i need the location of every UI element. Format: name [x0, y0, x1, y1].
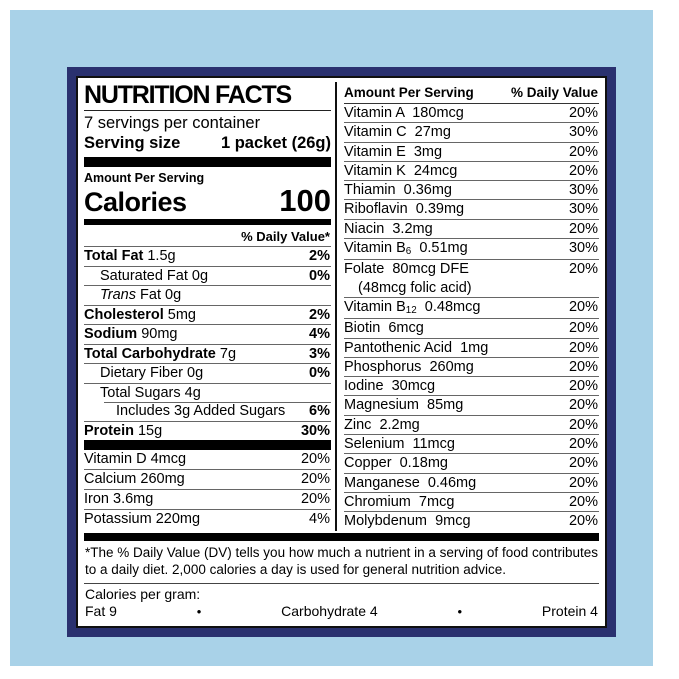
- nutrient-row: [344, 338, 599, 357]
- panel-title: NUTRITION FACTS: [84, 82, 331, 111]
- nutrient-row-line: [344, 454, 599, 472]
- nutrient-name-part: 12: [405, 304, 417, 316]
- nutrient-daily-value: 20%: [568, 358, 598, 375]
- nutrient-daily-value: [330, 286, 331, 305]
- nutrient-row: [344, 219, 599, 238]
- nutrient-daily-value: 4%: [309, 326, 330, 343]
- nutrient-name: [344, 454, 448, 472]
- nutrient-row: [84, 344, 331, 364]
- nutrient-name: [344, 377, 435, 395]
- nutrient-name: [344, 162, 457, 180]
- bottom-thick-bar: [84, 533, 599, 541]
- nutrient-row: [344, 259, 599, 297]
- nutrient-name-part: Pantothenic Acid 1mg: [344, 339, 489, 356]
- nutrient-row-line: [344, 143, 599, 161]
- amount-per-serving-label: Amount Per Serving: [84, 171, 205, 186]
- nutrient-row: [344, 434, 599, 453]
- nutrient-name-part: 0.51mg: [411, 240, 468, 257]
- nutrient-name: Vitamin D 4mcg: [84, 451, 187, 468]
- calories-value: 100: [279, 183, 331, 219]
- nutrient-name-part: Dietary Fiber 0g: [100, 365, 204, 382]
- daily-value-footnote: *The % Daily Value (DV) tells you how much a nutrient in a serving of food contributes to a daily diet. 2,000 calories a day is used for general nutrition advice.: [84, 541, 599, 584]
- nutrient-name-part: Molybdenum 9mcg: [344, 513, 471, 530]
- nutrient-name-part: Cholesterol: [84, 306, 164, 323]
- nutrient-daily-value: 20%: [568, 220, 598, 237]
- nutrient-name-part: Saturated Fat 0g: [100, 267, 209, 284]
- nutrient-name-part: Magnesium 85mg: [344, 397, 464, 414]
- nutrient-name: [100, 286, 181, 305]
- nutrient-name-part: Total Fat: [84, 248, 144, 265]
- nutrient-name-part: Trans: [100, 287, 136, 304]
- nutrient-name: [344, 181, 452, 199]
- nutrient-daily-value: 30%: [568, 201, 598, 218]
- left-column: [84, 82, 331, 531]
- vitamin-row: [84, 469, 331, 489]
- nutrient-row-line: [344, 239, 599, 259]
- nutrient-daily-value: 20%: [300, 451, 330, 468]
- nutrient-name: [344, 416, 420, 434]
- vitamin-row: [84, 450, 331, 469]
- nutrient-daily-value: 0%: [309, 267, 330, 284]
- nutrient-row-line: [344, 474, 599, 492]
- nutrient-row: [84, 383, 331, 403]
- nutrient-daily-value: 2%: [309, 248, 330, 265]
- nutrient-row: [344, 238, 599, 259]
- nutrient-daily-value: 6%: [309, 403, 330, 420]
- nutrient-name-part: 6: [405, 245, 412, 257]
- nutrient-daily-value: 3%: [309, 345, 330, 362]
- nutrient-name: [344, 298, 480, 318]
- nutrient-row: [84, 246, 331, 266]
- nutrient-row-line: [344, 396, 599, 414]
- nutrient-name-part: 15g: [133, 422, 163, 439]
- nutrient-name-part: Phosphorus 260mg: [344, 358, 474, 375]
- serving-size-value: 1 packet (26g): [220, 134, 331, 153]
- nutrient-name-part: 0.48mcg: [416, 298, 481, 315]
- nutrient-row-line: [344, 220, 599, 238]
- nutrient-name-part: Vitamin K 24mcg: [344, 162, 458, 179]
- nutrient-name-part: Riboflavin 0.39mg: [344, 201, 465, 218]
- nutrient-row-line: [344, 162, 599, 180]
- nutrient-name-part: Protein: [84, 422, 134, 439]
- nutrient-daily-value: 20%: [568, 261, 598, 278]
- thick-divider-bar: [84, 440, 331, 450]
- nutrient-name: [344, 220, 433, 238]
- nutrient-name-part: Fat 0g: [136, 287, 182, 304]
- servings-per-container: 7 servings per container: [84, 114, 261, 133]
- nutrient-row: [344, 415, 599, 434]
- daily-value-header: % Daily Value: [510, 85, 598, 100]
- nutrient-row: [344, 199, 599, 218]
- nutrient-name-part: 1.5g: [143, 248, 176, 265]
- right-column-header: [344, 82, 599, 104]
- bullet-separator: •: [457, 603, 463, 619]
- nutrient-name-part: Includes 3g Added Sugars: [116, 403, 286, 420]
- nutrient-name-part: Vitamin B: [344, 298, 406, 315]
- nutrient-name-part: Vitamin B: [344, 240, 406, 257]
- nutrient-name: [344, 260, 469, 278]
- nutrient-name: [84, 306, 196, 325]
- nutrient-daily-value: [330, 384, 331, 403]
- nutrient-name: [84, 247, 176, 266]
- nutrient-row: [84, 285, 331, 305]
- vitamin-row: [84, 489, 331, 509]
- nutrient-daily-value: 20%: [568, 162, 598, 179]
- nutrient-name: [344, 200, 464, 218]
- nutrient-daily-value: 30%: [300, 422, 330, 439]
- nutrient-daily-value: 30%: [568, 240, 598, 257]
- nutrient-row: [344, 318, 599, 337]
- nutrient-name-part: Sodium: [84, 326, 138, 343]
- nutrient-name-part: Total Carbohydrate: [84, 345, 216, 362]
- nutrient-row: [344, 122, 599, 141]
- nutrient-name-part: Total Sugars 4g: [100, 384, 201, 401]
- nutrient-name: [100, 267, 208, 286]
- nutrient-row-line: [344, 435, 599, 453]
- nutrient-name: Iron 3.6mg: [84, 491, 154, 508]
- nutrient-row-line: [344, 123, 599, 141]
- serving-size-row: [84, 133, 331, 157]
- nutrient-daily-value: 20%: [568, 378, 598, 395]
- nutrient-name-part: Niacin 3.2mg: [344, 220, 433, 237]
- nutrient-row: [84, 363, 331, 383]
- nutrient-daily-value: 2%: [309, 306, 330, 323]
- nutrient-name: [100, 364, 203, 383]
- nutrient-row-line: [344, 298, 599, 318]
- nutrient-name-part: Zinc 2.2mg: [344, 416, 420, 433]
- nutrient-name-part: Iodine 30mcg: [344, 378, 436, 395]
- nutrient-daily-value: 20%: [568, 474, 598, 491]
- nutrient-row-line: [344, 377, 599, 395]
- calories-label: Calories: [84, 187, 187, 218]
- nutrient-row-line: [344, 319, 599, 337]
- nutrient-name: [344, 358, 474, 376]
- nutrient-name: [344, 319, 424, 337]
- nutrient-name-part: Copper 0.18mg: [344, 455, 448, 472]
- nutrient-row: [344, 297, 599, 318]
- nutrient-daily-value: 30%: [568, 182, 598, 199]
- daily-value-header: % Daily Value*: [241, 229, 330, 245]
- nutrient-daily-value: 20%: [568, 416, 598, 433]
- nutrient-name: [84, 345, 236, 364]
- nutrient-name: [344, 512, 471, 530]
- nutrient-name: [344, 396, 463, 414]
- nutrient-row-line: [344, 181, 599, 199]
- nutrient-daily-value: 20%: [568, 493, 598, 510]
- nutrient-row: [344, 357, 599, 376]
- serving-size-label: Serving size: [84, 134, 181, 153]
- nutrient-name: [344, 123, 451, 141]
- nutrient-daily-value: 20%: [568, 436, 598, 453]
- columns-container: [84, 82, 599, 531]
- nutrient-name-line2: (48mcg folic acid): [358, 279, 472, 296]
- nutrient-name-part: Selenium 11mcg: [344, 436, 455, 453]
- nutrient-row: [344, 180, 599, 199]
- nutrient-name-part: 7g: [215, 345, 237, 362]
- nutrient-row: [84, 402, 331, 421]
- nutrient-row: [344, 473, 599, 492]
- amount-per-serving-label: Amount Per Serving: [344, 85, 474, 100]
- cpg-carbohydrate: Carbohydrate 4: [281, 602, 378, 619]
- nutrient-daily-value: 20%: [300, 471, 330, 488]
- nutrition-facts-panel: [67, 67, 616, 637]
- nutrient-row: [344, 104, 599, 122]
- nutrient-daily-value: 20%: [568, 455, 598, 472]
- left-nutrient-rows: [84, 246, 331, 440]
- calories-per-gram-row: [84, 603, 599, 621]
- nutrient-row-line: [344, 512, 599, 530]
- thick-divider-bar: [84, 157, 331, 167]
- nutrient-row-line: [344, 493, 599, 511]
- nutrient-daily-value: 20%: [568, 320, 598, 337]
- nutrient-name-part: Manganese 0.46mg: [344, 474, 477, 491]
- nutrient-name: [84, 422, 162, 441]
- nutrient-name: [344, 493, 454, 511]
- nutrient-name-part: Folate 80mcg DFE: [344, 261, 469, 278]
- nutrient-row: [84, 324, 331, 344]
- nutrient-name: Potassium 220mg: [84, 511, 201, 528]
- nutrient-row: [84, 266, 331, 286]
- nutrient-daily-value: 20%: [568, 105, 598, 121]
- nutrient-daily-value: 20%: [568, 397, 598, 414]
- nutrient-name-part: 5mg: [163, 306, 197, 323]
- nutrient-name-part: Chromium 7mcg: [344, 493, 455, 510]
- calories-row: [84, 185, 331, 217]
- nutrient-name: [344, 143, 442, 161]
- nutrient-name: [344, 474, 476, 492]
- nutrient-daily-value: 20%: [568, 143, 598, 160]
- nutrient-daily-value: 30%: [568, 124, 598, 141]
- nutrient-row-line: [344, 339, 599, 357]
- nutrient-daily-value: 4%: [309, 511, 330, 528]
- nutrient-row-line: [344, 416, 599, 434]
- nutrient-row: [344, 395, 599, 414]
- cpg-protein: Protein 4: [541, 602, 598, 619]
- cpg-fat: Fat 9: [85, 602, 117, 619]
- nutrient-row-line: [344, 200, 599, 218]
- nutrient-row: [84, 421, 331, 441]
- nutrient-row: [84, 305, 331, 325]
- nutrient-name-part: Biotin 6mcg: [344, 320, 424, 337]
- calories-per-gram-label: Calories per gram:: [85, 585, 201, 602]
- nutrient-name: [100, 384, 201, 403]
- panel-inner: [76, 76, 607, 628]
- nutrient-row: [344, 161, 599, 180]
- nutrient-name: [116, 402, 285, 421]
- nutrient-row-line: [344, 104, 599, 122]
- nutrient-daily-value: 20%: [568, 513, 598, 530]
- right-column: [337, 82, 599, 531]
- nutrient-name-part: Thiamin 0.36mg: [344, 182, 452, 199]
- nutrient-row: [344, 492, 599, 511]
- nutrient-name: [344, 104, 464, 122]
- vitamin-row: [84, 509, 331, 529]
- nutrient-row: [344, 511, 599, 530]
- nutrient-name: [344, 435, 455, 453]
- nutrient-name: [84, 325, 177, 344]
- nutrient-name-part: Vitamin A 180mcg: [344, 105, 464, 121]
- nutrient-row: [344, 453, 599, 472]
- nutrient-name: [344, 239, 468, 259]
- nutrient-daily-value: 20%: [300, 491, 330, 508]
- nutrient-name: [344, 339, 488, 357]
- nutrient-row-line: [344, 260, 599, 278]
- right-nutrient-rows: [344, 104, 599, 531]
- nutrient-row: [344, 376, 599, 395]
- nutrient-row: [344, 142, 599, 161]
- nutrient-name-part: Vitamin E 3mg: [344, 143, 443, 160]
- nutrient-name: Calcium 260mg: [84, 471, 185, 488]
- nutrient-daily-value: 0%: [309, 365, 330, 382]
- nutrient-daily-value: 20%: [568, 298, 598, 315]
- bullet-separator: •: [196, 603, 202, 619]
- nutrient-row-line: [344, 358, 599, 376]
- nutrient-daily-value: 20%: [568, 339, 598, 356]
- left-vitamin-rows: [84, 450, 331, 529]
- nutrient-name-part: 90mg: [137, 326, 178, 343]
- nutrient-name-part: Vitamin C 27mg: [344, 124, 451, 141]
